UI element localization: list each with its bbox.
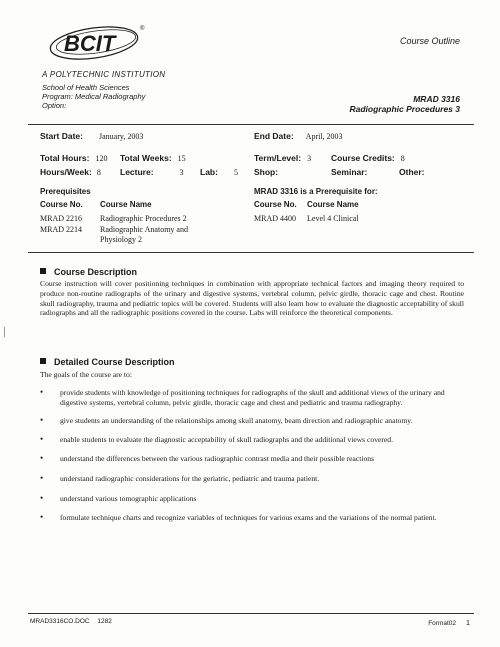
prereq-col-no: Course No.	[40, 200, 83, 209]
school-info	[42, 83, 145, 110]
start-date-value: January, 2003	[98, 132, 144, 141]
detailed-description-title: Detailed Course Description	[54, 357, 175, 367]
other	[399, 167, 425, 177]
tagline: A POLYTECHNIC INSTITUTION	[42, 70, 166, 79]
section-bullet-icon	[40, 268, 46, 274]
goal-item: • formulate technique charts and recognize variables of techniques for various exams and the variations of the normal patient.	[40, 513, 460, 523]
start-date-label: Start Date:	[40, 131, 83, 141]
other-label: Other:	[399, 167, 425, 177]
term-label: Term/Level:	[254, 153, 302, 163]
total-weeks-label: Total Weeks:	[120, 153, 172, 163]
credits-value: 8	[400, 154, 405, 163]
goal-item: • give students an understanding of the relationships among skull anatomy, beam direction and radiographic anatomy.	[40, 416, 460, 426]
total-hours	[40, 153, 107, 163]
hours-week-value: 8	[96, 168, 101, 177]
prerequisites-title: Prerequisites	[40, 187, 91, 196]
footer-code: 1282	[97, 618, 112, 625]
option-label: Option:	[42, 101, 67, 110]
prereq-course-name-cont: Physiology 2	[100, 235, 143, 244]
course-description-heading	[40, 262, 137, 280]
bcit-logo	[44, 18, 156, 68]
course-title: Radiographic Procedures 3	[349, 104, 460, 114]
seminar-label: Seminar:	[331, 167, 368, 177]
goal-item: • understand various tomographic applications	[40, 494, 460, 504]
total-weeks	[120, 153, 186, 163]
prereq-course-no: MRAD 2214	[40, 225, 83, 234]
hours-week-label: Hours/Week:	[40, 167, 92, 177]
goal-item: • understand radiographic considerations for the geriatric, pediatric and trauma patient.	[40, 474, 460, 484]
seminar	[331, 167, 367, 177]
footer-page	[428, 618, 470, 627]
lecture-label: Lecture:	[120, 167, 154, 177]
lecture-value: 3	[179, 168, 184, 177]
footer-filename-text: MRAD3316CO.DOC	[30, 618, 90, 625]
margin-mark	[4, 327, 5, 337]
end-date	[254, 131, 343, 141]
footer-form: Format02	[428, 620, 457, 627]
course-id	[349, 94, 460, 114]
goal-item: • enable students to evaluate the diagnostic acceptability of skull radiographs and the additional views covered.	[40, 435, 460, 445]
lab-value: 5	[233, 168, 238, 177]
school-name: School of Health Sciences	[42, 83, 130, 92]
lab	[200, 167, 238, 177]
prereq-for-col-no: Course No.	[254, 200, 297, 209]
end-date-value: April, 2003	[305, 132, 343, 141]
prereq-for-course-name: Level 4 Clinical	[307, 214, 359, 223]
goals-intro: The goals of the course are to:	[40, 370, 132, 379]
logo-text: BCIT	[64, 31, 116, 56]
lab-label: Lab:	[200, 167, 218, 177]
course-description-text: Course instruction will cover positioning techniques in combination with appropriate technical factors and imaging theory required to produce non-routine radiographs of the urinary and digestive systems, vertebral column, pelvic girdle, thoracic cage and chest. Routine skull radiography, trauma and pediatric topics will be covered. Students will also learn how to evaluate the diagnostic acceptability of skull radiographs and all the radiographic positions covered in the course. Labs will reinforce the theoretical components.	[40, 279, 464, 318]
detailed-description-heading	[40, 352, 175, 370]
course-code: MRAD 3316	[413, 94, 460, 104]
section-bullet-icon	[40, 358, 46, 364]
prereq-course-name: Radiographic Procedures 2	[100, 214, 187, 223]
header-rule	[28, 124, 474, 125]
svg-text:®: ®	[140, 26, 145, 32]
details-rule	[28, 252, 474, 253]
prereq-course-name: Radiographic Anatomy and	[100, 225, 188, 234]
hours-week	[40, 167, 101, 177]
shop	[254, 167, 278, 177]
lecture	[120, 167, 184, 177]
bcit-logo-graphic	[44, 18, 156, 68]
goal-item: • provide students with knowledge of positioning techniques for radiographs of the skull and additional views of the urinary and digestive systems, vertebral column, pelvic girdle, thoracic cage and chest and pediatric and trauma radiography.	[40, 388, 460, 407]
shop-label: Shop:	[254, 167, 279, 177]
page-number: 1	[465, 618, 470, 627]
goal-item: • understand the differences between the various radiographic contrast media and their possible reactions	[40, 454, 460, 464]
term-level	[254, 153, 311, 163]
total-weeks-value: 15	[177, 154, 186, 163]
footer-rule	[28, 613, 474, 614]
prereq-for-course-no: MRAD 4400	[254, 214, 297, 223]
course-description-title: Course Description	[54, 267, 138, 277]
term-value: 3	[307, 154, 312, 163]
credits-label: Course Credits:	[331, 153, 395, 163]
prereq-col-name: Course Name	[100, 200, 152, 209]
prereq-course-no: MRAD 2216	[40, 214, 83, 223]
goals-list	[40, 388, 460, 523]
footer-filename	[30, 618, 112, 625]
start-date	[40, 131, 143, 141]
prereq-for-title: MRAD 3316 is a Prerequisite for:	[254, 187, 378, 196]
prereq-for-col-name: Course Name	[307, 200, 359, 209]
doc-type: Course Outline	[399, 36, 460, 46]
total-hours-label: Total Hours:	[40, 153, 90, 163]
program-name: Program: Medical Radiography	[42, 92, 146, 101]
total-hours-value: 120	[95, 154, 108, 163]
end-date-label: End Date:	[254, 131, 294, 141]
course-credits	[331, 153, 405, 163]
